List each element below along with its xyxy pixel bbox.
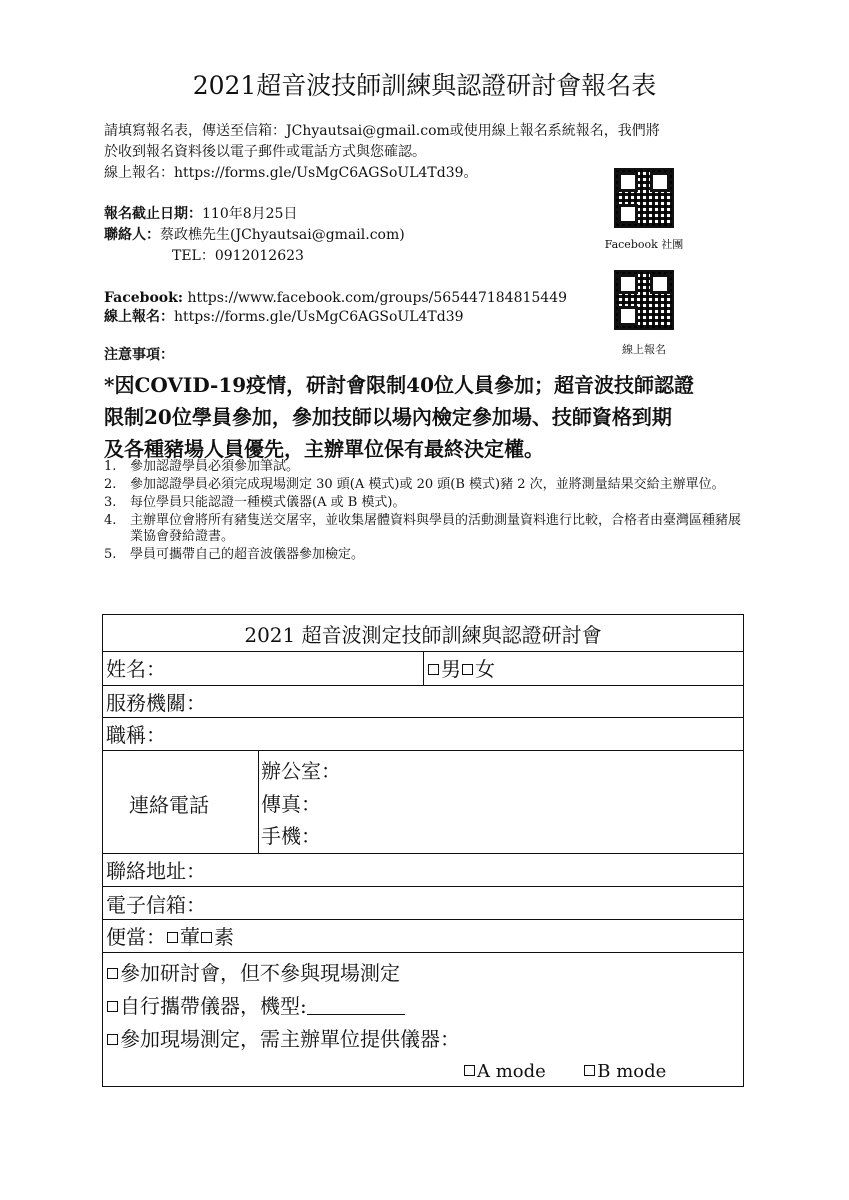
meat-label: 葷 xyxy=(180,925,200,949)
covid-line-2: 限制20位學員參加，參加技師以場內檢定參加場、技師資格到期 xyxy=(104,405,672,429)
org-label: 服務機關： xyxy=(106,691,206,715)
male-label: 男 xyxy=(441,657,461,681)
option-seminar-only xyxy=(106,957,400,986)
online-label: 線上報名： xyxy=(104,309,174,325)
female-label: 女 xyxy=(475,657,495,681)
device-model-blank[interactable] xyxy=(307,996,405,1015)
list-item-text: 參加認證學員必須完成現場測定 30 頭(A 模式)或 20 頭(B 模式)豬 2 次，並將測量結果交給主辦單位。 xyxy=(130,477,725,492)
list-item-text: 參加認證學員必須參加筆試。 xyxy=(130,459,300,474)
online-qr-code-icon[interactable] xyxy=(614,270,674,330)
male-checkbox[interactable] xyxy=(428,664,439,675)
list-item-text: 學員可攜帶自己的超音波儀器參加檢定。 xyxy=(130,547,365,562)
facebook-qr-code-icon[interactable] xyxy=(614,168,674,228)
provided-device-checkbox[interactable] xyxy=(107,1034,118,1045)
covid-line-1: *因COVID-19疫情，研討會限制40位人員參加；超音波技師認證 xyxy=(104,373,694,397)
list-item xyxy=(104,547,744,563)
list-item xyxy=(104,459,744,475)
intro-line-3: 線上報名：https://forms.gle/UsMgC6AGSoUL4Td39。 xyxy=(104,165,478,181)
deadline-label: 報名截止日期： xyxy=(104,206,202,222)
facebook-label: Facebook: xyxy=(104,290,184,306)
own-device-checkbox[interactable] xyxy=(107,1001,118,1012)
veg-label: 素 xyxy=(214,925,234,949)
deadline xyxy=(104,204,297,224)
meal-field xyxy=(106,921,234,950)
list-item xyxy=(104,495,744,511)
seminar-only-checkbox[interactable] xyxy=(107,968,118,979)
online-url[interactable]: https://forms.gle/UsMgC6AGSoUL4Td39 xyxy=(174,309,464,325)
mobile-label: 手機： xyxy=(261,824,321,848)
address-label: 聯絡地址： xyxy=(106,859,206,883)
list-item-text: 主辦單位會將所有豬隻送交屠宰，並收集屠體資料與學員的活動測量資料進行比較，合格者由臺灣區種豬展業協會發給證書。 xyxy=(130,513,742,544)
online-line xyxy=(104,307,464,327)
divider xyxy=(103,919,743,920)
contact-label: 聯絡人： xyxy=(104,227,160,243)
contact xyxy=(104,225,405,245)
divider xyxy=(423,651,424,685)
registration-form xyxy=(102,614,744,1087)
provided-device-label: 參加現場測定，需主辦單位提供儀器： xyxy=(120,1027,460,1051)
form-title: 2021 超音波測定技師訓練與認證研討會 xyxy=(244,623,602,647)
option-provided-device xyxy=(106,1023,460,1052)
online-qr-caption: 線上報名 xyxy=(622,343,666,356)
covid-line-3: 及各種豬場人員優先，主辦單位保有最終決定權。 xyxy=(104,437,544,461)
meal-label: 便當： xyxy=(106,925,166,949)
a-mode-checkbox[interactable] xyxy=(464,1065,475,1076)
divider xyxy=(103,952,743,953)
notes-heading: 注意事項： xyxy=(104,347,174,363)
deadline-value: 110年8月25日 xyxy=(202,206,298,222)
page-title: 2021超音波技師訓練與認證研討會報名表 xyxy=(192,71,657,100)
facebook-qr-caption: Facebook 社團 xyxy=(604,238,684,251)
job-title-label: 職稱： xyxy=(106,723,166,747)
b-mode-checkbox[interactable] xyxy=(584,1065,595,1076)
covid-notice xyxy=(104,369,754,465)
name-label: 姓名： xyxy=(106,657,166,681)
contact-tel: TEL：0912012623 xyxy=(172,248,304,264)
divider xyxy=(103,886,743,887)
divider xyxy=(103,853,743,854)
office-phone-label: 辦公室： xyxy=(261,759,341,783)
gender-field xyxy=(427,653,495,682)
list-item-text: 每位學員只能認證一種模式儀器(A 或 B 模式)。 xyxy=(130,495,406,510)
facebook-line xyxy=(104,288,567,308)
mode-options xyxy=(463,1061,666,1082)
female-checkbox[interactable] xyxy=(462,664,473,675)
divider xyxy=(103,717,743,718)
intro-line-2: 於收到報名資料後以電子郵件或電話方式與您確認。 xyxy=(104,144,426,160)
meat-checkbox[interactable] xyxy=(167,932,178,943)
list-item xyxy=(104,513,744,545)
option-own-device xyxy=(106,990,405,1019)
fax-label: 傳真： xyxy=(261,792,321,816)
email-label: 電子信箱： xyxy=(106,893,206,917)
seminar-only-label: 參加研討會，但不參與現場測定 xyxy=(120,961,400,985)
list-item xyxy=(104,477,744,493)
own-device-label: 自行攜帶儀器，機型: xyxy=(120,994,307,1018)
divider xyxy=(103,685,743,686)
facebook-url[interactable]: https://www.facebook.com/groups/565447184815449 xyxy=(183,290,568,306)
divider xyxy=(103,750,743,751)
list-item-number: 1. xyxy=(104,459,117,474)
veg-checkbox[interactable] xyxy=(201,932,212,943)
b-mode-label: B mode xyxy=(597,1061,667,1082)
a-mode-label: A mode xyxy=(477,1061,546,1082)
contact-name: 蔡政樵先生(JChyautsai@gmail.com) xyxy=(160,227,405,243)
list-item-number: 2. xyxy=(104,477,117,492)
list-item-number: 4. xyxy=(104,513,117,528)
phone-label: 連絡電話 xyxy=(129,793,209,817)
list-item-number: 5. xyxy=(104,547,117,562)
intro-line-1: 請填寫報名表，傳送至信箱：JChyautsai@gmail.com或使用線上報名系統報名，我們將 xyxy=(104,123,660,139)
list-item-number: 3. xyxy=(104,495,117,510)
notes-list xyxy=(104,459,744,565)
divider xyxy=(258,750,259,853)
